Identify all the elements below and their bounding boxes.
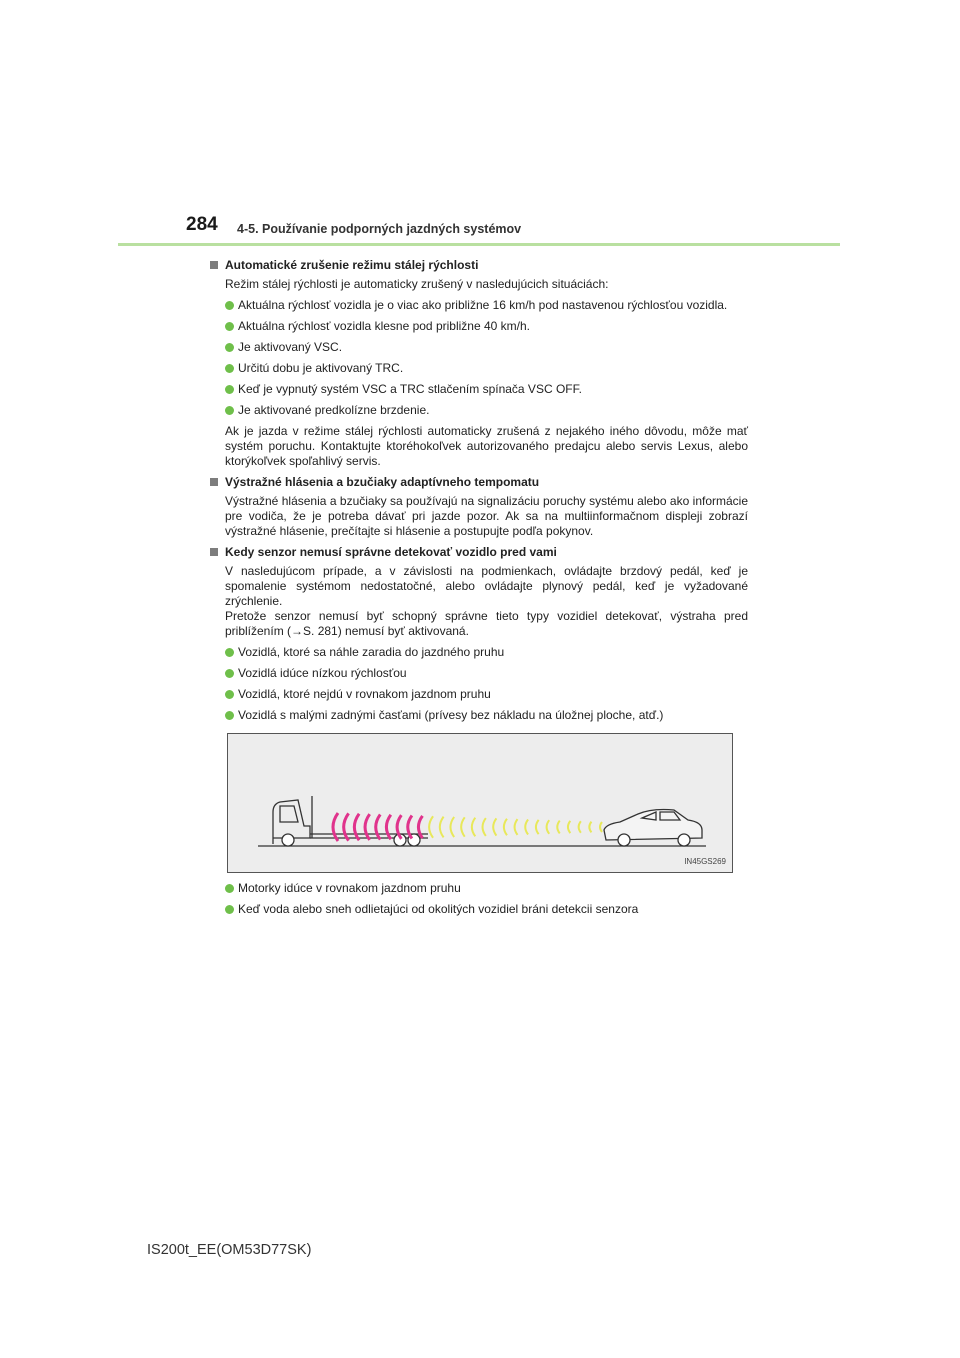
radar-wave-arc (365, 814, 370, 840)
content (210, 256, 748, 923)
list-item: Vozidlá idúce nízkou rýchlosťou (210, 666, 748, 681)
footer-code: IS200t_EE(OM53D77SK) (147, 1242, 312, 1258)
radar-wave-arc (600, 822, 602, 832)
list-item: Keď voda alebo sneh odlietajúci od okolitých vozidiel bráni detekcii senzora (210, 902, 748, 917)
section-heading-text: Automatické zrušenie režimu stálej rýchlosti (225, 258, 479, 272)
paragraph: Pretože senzor nemusí byť schopný správne tieto typy vozidiel detekovať, výstraha pred priblížením (→S. 281) nemusí byť aktivovaná. (225, 609, 748, 638)
radar-wave-arc (579, 821, 581, 832)
page-number: 284 (186, 214, 218, 235)
bullet-dot-icon (225, 343, 234, 352)
radar-wave-arc (354, 814, 359, 841)
square-bullet-icon (210, 478, 218, 486)
radar-wave-arc (440, 817, 444, 838)
list-item: Vozidlá, ktoré nejdú v rovnakom jazdnom pruhu (210, 687, 748, 702)
paragraph: Ak je jazda v režime stálej rýchlosti automaticky zrušená z nejakého iného dôvodu, môže mať systém poruchu. Kontaktujte ktoréhokoľvek autorizovaného predajcu alebo servis Lexus, alebo ktorýkoľvek spoľahlivý servis. (225, 424, 748, 468)
radar-wave-arc (408, 816, 412, 839)
radar-wave-arc (589, 822, 591, 833)
radar-wave-arc (450, 817, 454, 837)
radar-wave-arc (472, 818, 475, 837)
bullet-dot-icon (225, 406, 234, 415)
radar-wave-arc (536, 820, 539, 834)
bullet-dot-icon (225, 690, 234, 699)
list-item: Aktuálna rýchlosť vozidla je o viac ako približne 16 km/h pod nastavenou rýchlosťou vozidla. (210, 298, 748, 313)
radar-wave-arc (386, 815, 390, 839)
radar-wave-arc (418, 816, 422, 838)
section-heading (210, 475, 748, 490)
truck-car-radar-diagram (228, 734, 732, 872)
list-item: Keď je vypnutý systém VSC a TRC stlačením spínača VSC OFF. (210, 382, 748, 397)
list-item: Vozidlá, ktoré sa náhle zaradia do jazdného pruhu (210, 645, 748, 660)
radar-wave-arc (429, 816, 433, 838)
radar-waves (333, 813, 602, 841)
radar-wave-arc (397, 815, 401, 839)
section-heading-text: Výstražné hlásenia a bzučiaky adaptívneho tempomatu (225, 475, 540, 489)
radar-wave-arc (376, 814, 381, 839)
bullet-dot-icon (225, 905, 234, 914)
bullet-dot-icon (225, 322, 234, 331)
bullet-dot-icon (225, 884, 234, 893)
list-item: Motorky idúce v rovnakom jazdnom pruhu (210, 881, 748, 896)
figure-code: IN45GS269 (684, 857, 726, 866)
section-heading-text: Kedy senzor nemusí správne detekovať vozidlo pred vami (225, 545, 557, 559)
paragraph: Výstražné hlásenia a bzučiaky sa používajú na signalizáciu poruchy systému alebo ako informácie pre vodiča, že je potreba dávať pri jazde pozor. Ak sa na multiinformačnom displeji zobrazí výstražné hlásenie, prečítajte si hlásenie a postupujte podľa pokynov. (225, 494, 748, 538)
bullet-dot-icon (225, 669, 234, 678)
radar-wave-arc (557, 821, 559, 834)
section-heading (210, 258, 748, 273)
sensor-illustration (227, 733, 733, 873)
list-item: Určitú dobu je aktivovaný TRC. (210, 361, 748, 376)
radar-wave-arc (547, 820, 550, 834)
radar-wave-arc (344, 813, 349, 840)
truck-icon (273, 796, 428, 846)
list-item: Aktuálna rýchlosť vozidla klesne pod približne 40 km/h. (210, 319, 748, 334)
paragraph: Režim stálej rýchlosti je automaticky zrušený v nasledujúcich situáciách: (225, 277, 609, 291)
car-icon (604, 810, 702, 847)
list-item: Vozidlá s malými zadnými časťami (prívesy bez nákladu na úložnej ploche, atď.) (210, 708, 748, 723)
radar-wave-arc (568, 821, 570, 833)
square-bullet-icon (210, 261, 218, 269)
paragraph: V nasledujúcom prípade, a v závislosti na podmienkach, ovládajte brzdový pedál, keď je spomalenie systémom nedostatočné, alebo ovládajte plynový pedál, keď je vyžadované zrýchlenie. (225, 564, 748, 608)
square-bullet-icon (210, 548, 218, 556)
list-item: Je aktivované predkolízne brzdenie. (210, 403, 748, 418)
list-item: Je aktivovaný VSC. (210, 340, 748, 355)
radar-wave-arc (493, 818, 496, 835)
radar-wave-arc (515, 819, 518, 835)
radar-wave-arc (504, 819, 507, 835)
radar-wave-arc (483, 818, 486, 836)
section-title: 4-5. Používanie podporných jazdných systémov (237, 222, 522, 236)
section-heading (210, 545, 748, 560)
bullet-dot-icon (225, 301, 234, 310)
bullet-dot-icon (225, 711, 234, 720)
bullet-dot-icon (225, 385, 234, 394)
bullet-dot-icon (225, 364, 234, 373)
header-rule (118, 243, 840, 246)
radar-wave-arc (461, 817, 465, 836)
radar-wave-arc (333, 813, 338, 841)
bullet-dot-icon (225, 648, 234, 657)
radar-wave-arc (525, 819, 528, 834)
